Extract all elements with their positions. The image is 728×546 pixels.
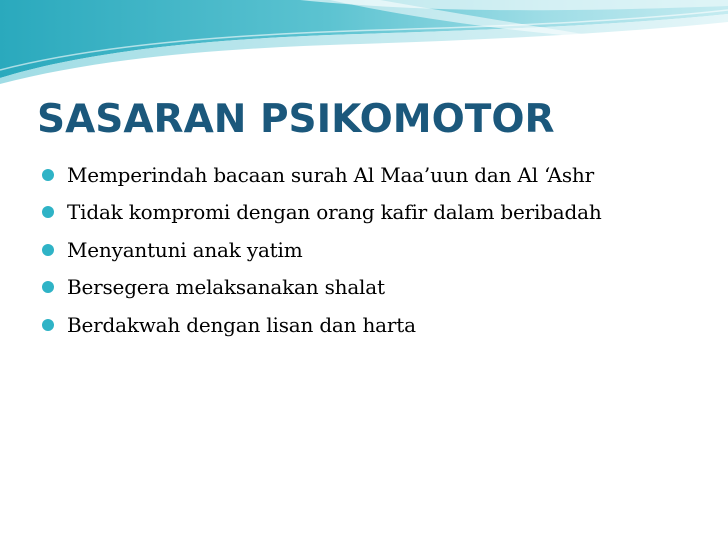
bullet-dot-icon <box>42 281 54 293</box>
bullet-dot-icon <box>42 319 54 331</box>
bullet-text: Bersegera melaksanakan shalat <box>67 275 385 300</box>
slide-title: SASARAN PSIKOMOTOR <box>37 97 555 142</box>
bullet-text: Tidak kompromi dengan orang kafir dalam beribadah <box>67 200 602 225</box>
bullet-text: Berdakwah dengan lisan dan harta <box>67 312 416 337</box>
bullet-dot-icon <box>42 206 54 218</box>
list-item <box>42 306 602 344</box>
bullet-text: Menyantuni anak yatim <box>67 237 303 262</box>
bullet-dot-icon <box>42 169 54 181</box>
list-item <box>42 156 602 194</box>
list-item <box>42 269 602 307</box>
list-item <box>42 194 602 232</box>
bullet-text: Memperindah bacaan surah Al Maa’uun dan Al ‘Ashr <box>67 162 594 187</box>
bullet-list <box>42 156 602 344</box>
bullet-dot-icon <box>42 244 54 256</box>
header-wave-decoration <box>0 0 728 84</box>
list-item <box>42 231 602 269</box>
